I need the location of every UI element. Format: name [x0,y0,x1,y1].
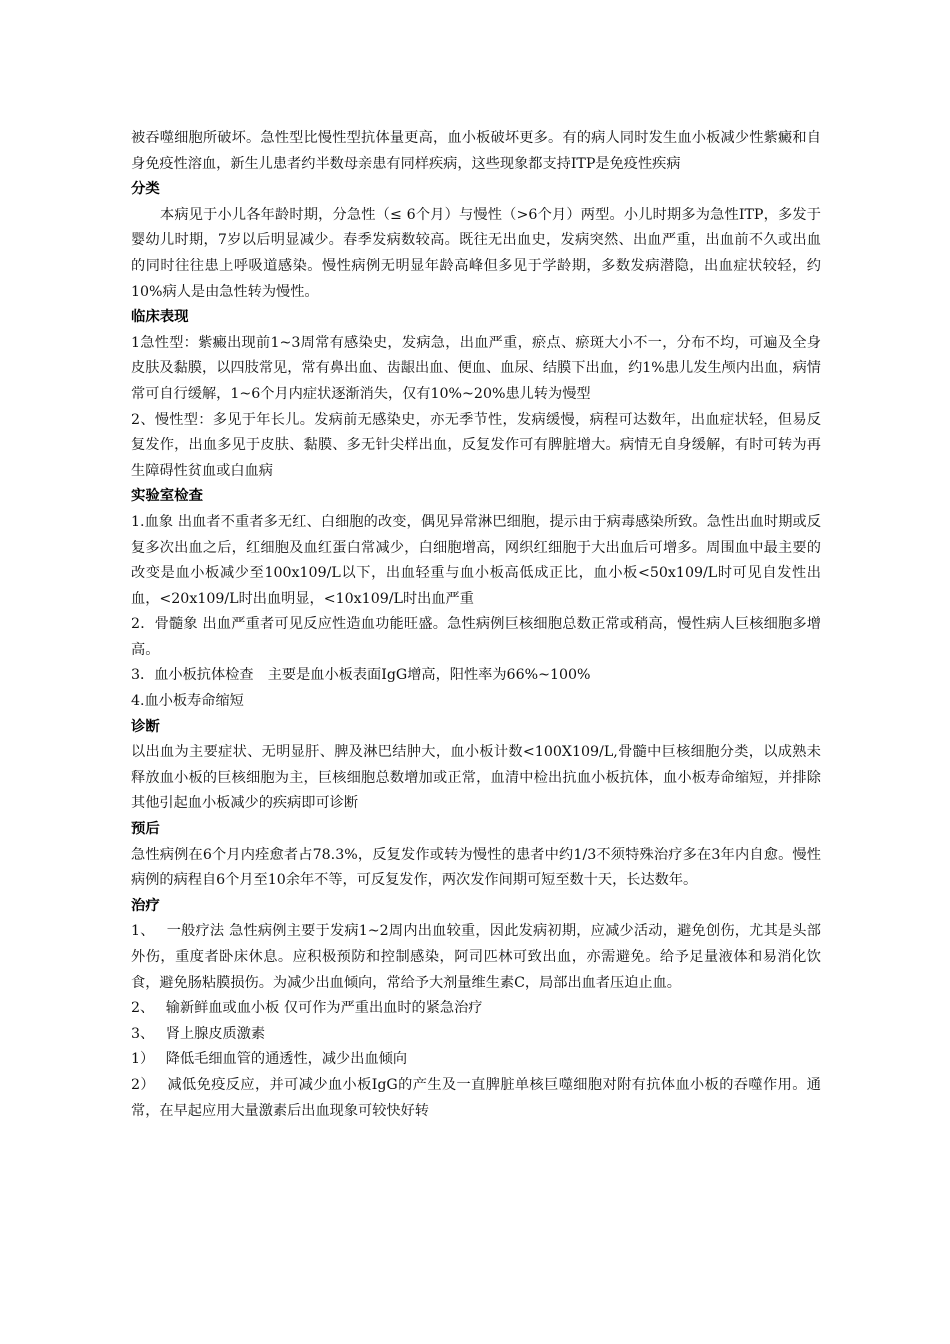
diagnosis-heading: 诊断 [131,718,160,735]
classification-paragraph: 本病见于小儿各年龄时期，分急性（≤ 6个月）与慢性（>6个月）两型。小儿时期多为急性ITP，多发于婴幼儿时期，7岁以后明显减少。春季发病数较高。既往无出血史，发病突然、出血严重，出血前不久或出血的同时往往患上呼吸道感染。慢性病例无明显年龄高峰但多见于学龄期，多数发病潜隐，出血症状较轻，约10%病人是由急性转为慢性。 [131,206,821,300]
lab-heading: 实验室检查 [131,488,203,505]
clinical-heading: 临床表现 [131,309,189,326]
clinical-acute-paragraph: 1急性型：紫癜出现前1~3周常有感染史，发病急，出血严重，瘀点、瘀斑大小不一，分布不均，可遍及全身皮肤及黏膜，以四肢常见，常有鼻出血、齿龈出血、便血、血尿、结膜下出血，约1%患儿发生颅内出血，病情常可自行缓解，1~6个月内症状逐渐消失，仅有10%~20%患儿转为慢型 [131,334,821,402]
treatment-steroid-item-1: 1） 降低毛细血管的通透性，减少出血倾向 [131,1051,408,1068]
intro-paragraph: 被吞噬细胞所破坏。急性型比慢性型抗体量更高，血小板破坏更多。有的病人同时发生血小板减少性紫癜和自身免疫性溶血，新生儿患者约半数母亲患有同样疾病，这些现象都支持ITP是免疫性疾病 [131,130,821,172]
treatment-heading: 治疗 [131,897,160,914]
document-page [131,126,821,1124]
lab-lifespan-paragraph: 4.血小板寿命缩短 [131,693,244,710]
prognosis-paragraph: 急性病例在6个月内痊愈者占78.3%，反复发作或转为慢性的患者中约1/3不须特殊治疗多在3年内自愈。慢性病例的病程自6个月至10余年不等，可反复发作，两次发作间期可短至数十天，长达数年。 [131,846,821,889]
treatment-transfusion-paragraph: 2、 输新鲜血或血小板 仅可作为严重出血时的紧急治疗 [131,1000,483,1017]
classification-heading: 分类 [131,181,160,198]
treatment-steroid-item-2: 2） 减低免疫反应，并可减少血小板IgG的产生及一直脾脏单核巨噬细胞对附有抗体血小板的吞噬作用。通常，在早起应用大量激素后出血现象可较快好转 [131,1076,821,1119]
clinical-chronic-paragraph: 2、慢性型：多见于年长儿。发病前无感染史，亦无季节性，发病缓慢，病程可达数年，出血症状轻，但易反复发作，出血多见于皮肤、黏膜、多无针尖样出血，反复发作可有脾脏增大。病情无自身缓解，有时可转为再生障碍性贫血或白血病 [131,411,821,479]
treatment-general-paragraph: 1、 一般疗法 急性病例主要于发病1~2周内出血较重，因此发病初期，应减少活动，避免创伤，尤其是头部外伤，重度者卧床休息。应积极预防和控制感染，阿司匹林可致出血，亦需避免。给予足量液体和易消化饮食，避免肠粘膜损伤。为减少出血倾向，常给予大剂量维生素C，局部出血者压迫止血。 [131,923,821,991]
treatment-steroid-paragraph: 3、 肾上腺皮质激素 [131,1025,266,1042]
diagnosis-paragraph: 以出血为主要症状、无明显肝、脾及淋巴结肿大，血小板计数<100X109/L,骨髓中巨核细胞分类，以成熟未释放血小板的巨核细胞为主，巨核细胞总数增加或正常，血清中检出抗血小板抗体，血小板寿命缩短，并排除其他引起血小板减少的疾病即可诊断 [131,744,821,812]
lab-antibody-paragraph: 3．血小板抗体检查 主要是血小板表面IgG增高，阳性率为66%~100% [131,667,591,684]
lab-blood-paragraph: 1.血象 出血者不重者多无红、白细胞的改变，偶见异常淋巴细胞，提示由于病毒感染所致。急性出血时期或反复多次出血之后，红细胞及血红蛋白常减少，白细胞增高，网织红细胞于大出血后可增多。周围血中最主要的改变是血小板减少至100x109/L以下，出血轻重与血小板高低成正比，血小板<50x109/L时可见自发性出血，<20x109/L时出血明显，<10x109/L时出血严重 [131,513,821,607]
lab-marrow-paragraph: 2．骨髓象 出血严重者可见反应性造血功能旺盛。急性病例巨核细胞总数正常或稍高，慢性病人巨核细胞多增高。 [131,616,821,658]
prognosis-heading: 预后 [131,821,160,838]
